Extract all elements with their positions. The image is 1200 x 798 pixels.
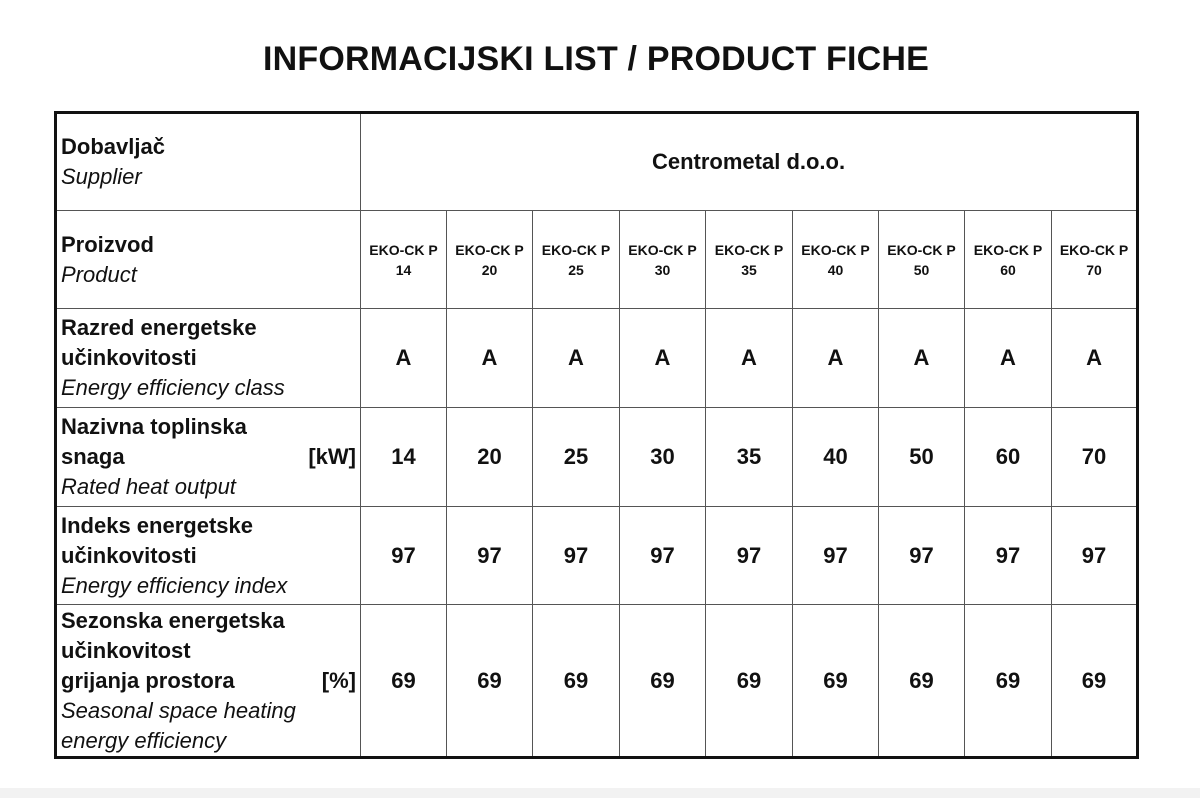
heat-output-value: 60 [965,408,1052,507]
product-label-hr: Proizvod [61,231,154,257]
product-row [56,211,1138,309]
product-label-en: Product [61,261,137,287]
energy-class-value: A [361,309,447,408]
product-model-size: 70 [1086,261,1102,278]
energy-class-value: A [706,309,793,408]
seasonal-efficiency-value: 69 [965,605,1052,758]
seasonal-efficiency-label-hr-1: Sezonska energetska [61,607,285,633]
heat-output-label-line [61,442,356,472]
energy-class-label-cell [56,309,361,408]
product-model-cell [447,211,533,309]
heat-output-value: 14 [361,408,447,507]
product-model-name: EKO-CK P [541,241,611,258]
heat-output-value: 30 [620,408,706,507]
heat-output-label-hr-2: snaga [61,444,125,469]
product-model-cell [879,211,965,309]
seasonal-efficiency-value: 69 [361,605,447,758]
product-model-name: EKO-CK P [801,241,870,258]
page-title: INFORMACIJSKI LIST / PRODUCT FICHE [262,40,930,78]
product-model-size: 25 [568,261,584,278]
seasonal-efficiency-value: 69 [879,605,965,758]
seasonal-efficiency-label-en-1: Seasonal space heating [61,697,296,723]
product-model-name: EKO-CK P [455,241,524,258]
seasonal-efficiency-label-cell [56,605,361,758]
heat-output-value: 25 [533,408,620,507]
product-fiche-table [54,111,1139,759]
efficiency-index-row [56,507,1138,605]
product-model-size: 14 [395,261,412,278]
heat-output-value: 40 [793,408,879,507]
energy-class-row [56,309,1138,408]
seasonal-efficiency-value: 69 [793,605,879,758]
product-model-size: 35 [741,261,757,278]
product-model-cell [793,211,879,309]
efficiency-index-value: 97 [879,507,965,605]
efficiency-index-value: 97 [1052,507,1138,605]
product-model-cell [1052,211,1138,309]
seasonal-efficiency-label-hr-3: grijanja prostora [61,667,235,693]
efficiency-index-value: 97 [706,507,793,605]
seasonal-efficiency-row [56,605,1138,758]
energy-class-value: A [533,309,620,408]
product-model-cell [706,211,793,309]
efficiency-index-label-en: Energy efficiency index [61,572,288,598]
efficiency-index-value: 97 [533,507,620,605]
heat-output-label-cell [56,408,361,507]
efficiency-index-value: 97 [793,507,879,605]
efficiency-index-value: 97 [447,507,533,605]
energy-class-value: A [965,309,1052,408]
energy-class-value: A [1052,309,1138,408]
efficiency-index-label-hr-1: Indeks energetske [61,512,253,538]
seasonal-efficiency-value: 69 [706,605,793,758]
efficiency-index-value: 97 [361,507,447,605]
energy-class-label-hr-1: Razred energetske [61,315,257,340]
heat-output-value: 20 [447,408,533,507]
heat-output-label-hr-1: Nazivna toplinska [61,414,247,439]
product-model-name: EKO-CK P [369,241,438,258]
energy-class-value: A [620,309,706,408]
product-model-size: 40 [827,261,844,278]
energy-class-value: A [879,309,965,408]
product-model-name: EKO-CK P [628,241,697,258]
seasonal-efficiency-label-line [61,666,356,696]
efficiency-index-label-hr-2: učinkovitosti [61,542,197,568]
heat-output-row [56,408,1138,507]
product-label-cell [56,211,361,309]
heat-output-value: 35 [706,408,793,507]
seasonal-efficiency-value: 69 [447,605,533,758]
supplier-label-en: Supplier [61,164,142,189]
energy-class-value: A [793,309,879,408]
product-model-name: EKO-CK P [973,241,1043,258]
product-model-name: EKO-CK P [1059,241,1129,258]
seasonal-efficiency-label-en-2: energy efficiency [61,727,227,753]
product-model-size: 50 [913,261,930,278]
seasonal-efficiency-unit: [%] [321,667,356,693]
efficiency-index-label-cell [56,507,361,605]
product-model-name: EKO-CK P [714,241,784,258]
product-model-size: 20 [481,261,498,278]
seasonal-efficiency-value: 69 [620,605,706,758]
supplier-row [56,113,1138,211]
product-model-cell [361,211,447,309]
efficiency-index-value: 97 [965,507,1052,605]
heat-output-value: 70 [1052,408,1138,507]
heat-output-unit: [kW] [308,444,356,469]
heat-output-value: 50 [879,408,965,507]
supplier-label-hr: Dobavljač [61,134,165,159]
product-model-cell [965,211,1052,309]
efficiency-index-value: 97 [620,507,706,605]
product-model-size: 60 [1000,261,1016,278]
product-model-name: EKO-CK P [887,241,956,258]
supplier-value: Centrometal d.o.o. [361,113,1138,211]
product-model-size: 30 [654,261,671,278]
energy-class-value: A [447,309,533,408]
page-bottom-band [0,788,1200,798]
heat-output-label-en: Rated heat output [61,474,236,499]
seasonal-efficiency-label-hr-2: učinkovitost [61,637,191,663]
product-model-cell [533,211,620,309]
seasonal-efficiency-value: 69 [533,605,620,758]
seasonal-efficiency-value: 69 [1052,605,1138,758]
supplier-label-cell [56,113,361,211]
energy-class-label-hr-2: učinkovitosti [61,345,197,370]
energy-class-label-en: Energy efficiency class [61,375,285,400]
product-model-cell [620,211,706,309]
